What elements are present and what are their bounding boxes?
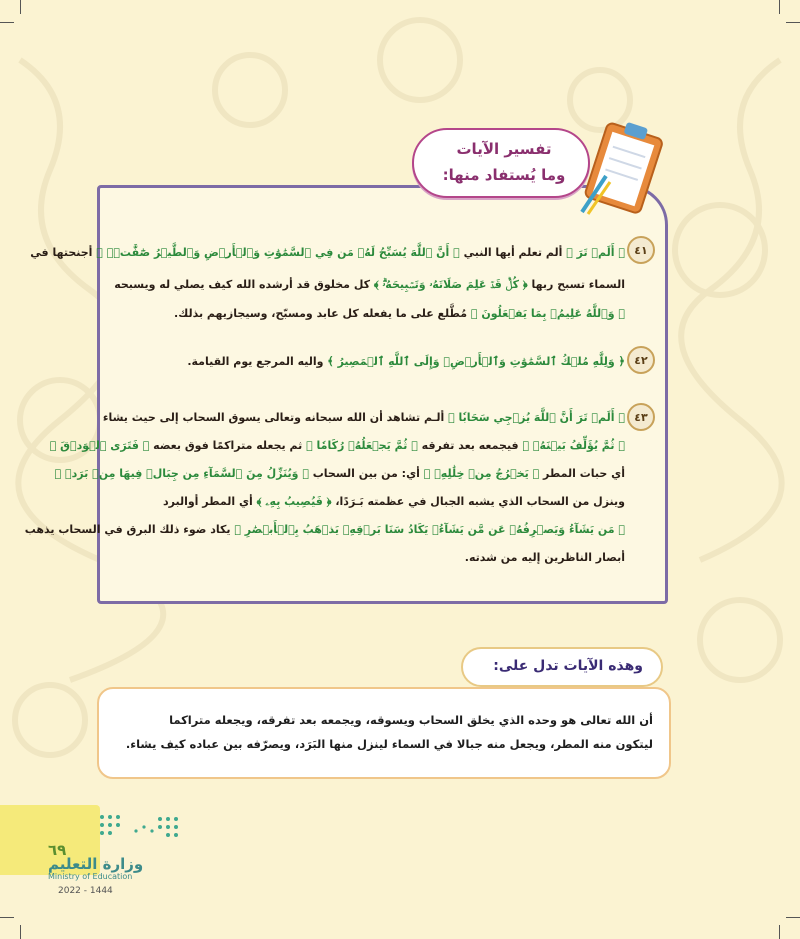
quran-text: ﴿ أَلَمۡ تَرَ ﴾ [566, 246, 625, 259]
commentary-text: يكاد ضوء ذلك البرق في السحاب يذهب [24, 523, 235, 536]
commentary-text: ألـم تشاهد أن الله سبحانه وتعالى يسوق السحاب إلى حيث يشاء [102, 411, 449, 424]
section-title: وهذه الآيات تدل على: [493, 658, 643, 674]
crop-mark [20, 925, 21, 939]
page-number: ٦٩ [48, 841, 67, 859]
quran-text: ﴿ مَن يَشَآءُ وَيَصۡرِفُهُۥ عَن مَّن يَشَآءُۖ يَكَادُ سَنَا بَرۡقِهِۦ يَذۡهَبُ بِٱلۡأَبۡصَٰرِ ﴾ [234, 523, 625, 536]
commentary-text: أجنحتها في [30, 246, 97, 259]
verse-43-line-5 [24, 523, 625, 536]
verse-41-line-3 [125, 307, 625, 320]
header-pill [412, 128, 590, 198]
quran-text: ﴿ أَنَّ ٱللَّهَ يُسَبِّحُ لَهُۥ مَن فِي ٱلسَّمَٰوَٰتِ وَٱلۡأَرۡضِ وَٱلطَّيۡرُ صَٰٓفَّٰتٖۖ ﴾ [96, 246, 460, 259]
verse-number-badge: ٤٢ [627, 346, 655, 374]
edition-year: 2022 - 1444 [58, 886, 113, 896]
section-pill [461, 647, 663, 687]
section-header [412, 126, 662, 206]
tafsir-card [24, 185, 668, 604]
summary-box [97, 687, 671, 779]
quran-text: ﴿ وَٱللَّهُ عَلِيمُۢ بِمَا يَفۡعَلُونَ ﴾ [470, 307, 625, 320]
header-subtitle: وما يُستفاد منها: [442, 166, 566, 184]
quran-text: ﴿ أَلَمۡ تَرَ أَنَّ ٱللَّهَ يُزۡجِي سَحَابٗا ﴾ [448, 411, 625, 424]
crop-mark [786, 22, 800, 23]
verse-41-line-1 [30, 246, 625, 259]
crop-mark [0, 22, 14, 23]
verse-43-line-4 [125, 495, 625, 509]
quran-text: ﴿ كُلّٞ قَدۡ عَلِمَ صَلَاتَهُۥ وَتَسۡبِيحَهُۥۗ ﴾ [373, 278, 528, 291]
summary-line-2: ليتكون منه المطر، ويجعل منه جبالا في السماء لينزل منها البَرَد، ويصرّفه بين عباده كيف يشاء. [125, 737, 653, 751]
verse-42-line-1 [125, 355, 625, 368]
quran-text: ﴿ فَيُصِيبُ بِهِۦ ﴾ [256, 495, 332, 508]
header-title: تفسير الآيات [456, 140, 552, 158]
verse-43-line-1 [102, 411, 625, 424]
quran-text: ﴿ يَخۡرُجُ مِنۡ خِلَٰلِهِۦ ﴾ [423, 467, 540, 480]
crop-mark [20, 0, 21, 14]
commentary-text: واليه المرجع يوم القيامة. [187, 355, 328, 368]
verse-43-line-6 [125, 551, 625, 564]
commentary-text: مُطَّلع على ما يفعله كل عابد ومسبّح، وسيجازيهم بذلك. [174, 307, 471, 320]
commentary-text: ثم يجعله متراكمًا فوق بعضه [149, 439, 307, 452]
quran-text: ﴿ ثُمَّ يَجۡعَلُهُۥ رُكَامٗا ﴾ [306, 439, 418, 452]
ministry-name-english: Ministry of Education [48, 872, 133, 881]
ministry-logo-dots [96, 811, 188, 843]
commentary-text: وينزل من السحاب الذي يشبه الجبال في عظمته بَـرَدًا، [331, 495, 625, 508]
quran-text: ﴿ وَلِلَّهِ مُلۡكُ ٱلسَّمَٰوَٰتِ وَٱلۡأَرۡضِۖ وَإِلَى ٱللَّهِ ٱلۡمَصِيرُ ﴾ [327, 355, 625, 368]
quran-text: ﴿ وَيُنَزِّلُ مِنَ ٱلسَّمَآءِ مِن جِبَالٖ فِيهَا مِنۢ بَرَدٖ ﴾ [54, 467, 309, 480]
commentary-text: أي حبات المطر [539, 467, 625, 480]
verse-43-line-3 [54, 467, 625, 480]
quran-text: ﴿ فَتَرَى ٱلۡوَدۡقَ ﴾ [49, 439, 150, 452]
crop-mark [0, 917, 14, 918]
summary-line-1: أن الله تعالى هو وحده الذي يخلق السحاب ويسوقه، ويجمعه بعد تفرقه، ويجعله متراكما [169, 713, 653, 727]
verse-43-line-2 [49, 439, 625, 452]
verse-number-badge: ٤٣ [627, 403, 655, 431]
commentary-text: السماء تسبح ربها [527, 278, 625, 291]
commentary-text: أي المطر أوالبرد [162, 495, 257, 508]
quran-text: ﴿ ثُمَّ يُؤَلِّفُ بَيۡنَهُۥ ﴾ [522, 439, 625, 452]
commentary-text: كل مخلوق قد أرشده الله كيف يصلي له ويسبحه [114, 278, 374, 291]
clipboard-icon [572, 120, 668, 220]
commentary-text: أي: من بين السحاب [308, 467, 424, 480]
verse-number-badge: ٤١ [627, 236, 655, 264]
ministry-name-arabic: وزارة التعليم [48, 855, 144, 873]
crop-mark [786, 917, 800, 918]
commentary-text: فيجمعه بعد تفرقه [417, 439, 523, 452]
crop-mark [779, 925, 780, 939]
verse-41-line-2 [114, 278, 625, 292]
crop-mark [779, 0, 780, 14]
commentary-text: ألم تعلم أيها النبي [459, 246, 567, 259]
commentary-text: أبصار الناظرين إليه من شدته. [464, 551, 625, 564]
